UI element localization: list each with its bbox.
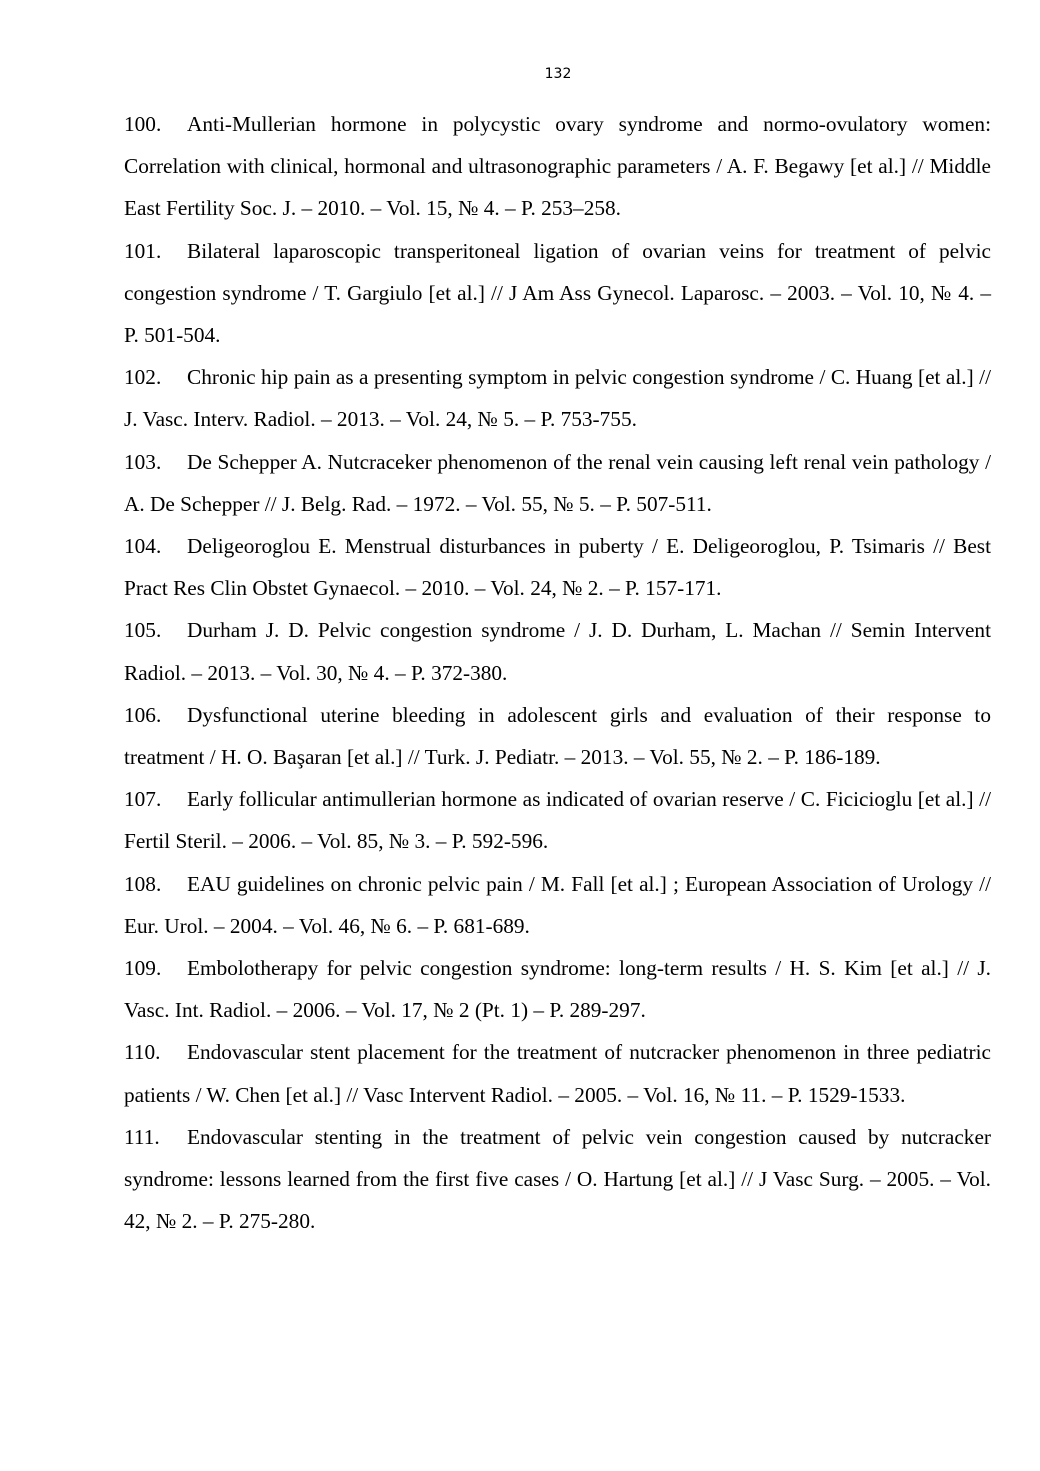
page-number: 132	[544, 66, 572, 82]
reference-number: 110.	[124, 1040, 161, 1065]
reference-text: Chronic hip pain as a presenting symptom in pelvic congestion syndrome / C. Huang [et al.] // J. Vasc. Interv. Radiol. – 2013. – Vol. 24, № 5. – P. 753-755.	[124, 365, 991, 432]
reference-text: Durham J. D. Pelvic congestion syndrome / J. D. Durham, L. Machan // Semin Intervent Radiol. – 2013. – Vol. 30, № 4. – P. 372-380.	[124, 618, 991, 685]
reference-text: Endovascular stenting in the treatment of pelvic vein congestion caused by nutcracker syndrome: lessons learned from the first five cases / O. Hartung [et al.] // J Vasc Surg. – 2005. – Vol. 42, № 2. – P. 275-280.	[124, 1124, 991, 1234]
reference-item	[124, 694, 991, 778]
reference-text: De Schepper A. Nutcraceker phenomenon of the renal vein causing left renal vein pathology / A. De Schepper // J. Belg. Rad. – 1972. – Vol. 55, № 5. – P. 507-511.	[124, 449, 991, 516]
reference-number: 107.	[124, 787, 162, 812]
reference-number: 111.	[124, 1124, 160, 1149]
reference-item	[124, 863, 991, 947]
reference-text: Dysfunctional uterine bleeding in adolescent girls and evaluation of their response to treatment / H. O. Başaran [et al.] // Turk. J. Pediatr. – 2013. – Vol. 55, № 2. – P. 186-189.	[124, 702, 991, 770]
reference-number: 101.	[124, 238, 162, 263]
reference-text: Anti-Mullerian hormone in polycystic ovary syndrome and normo-ovulatory women: Correlation with clinical, hormonal and ultrasonographic parameters / A. F. Begawy [et al.] // Middle East Fertility Soc. J. – 2010. – Vol. 15, № 4. – P. 253–258.	[124, 112, 991, 221]
reference-text: Endovascular stent placement for the treatment of nutcracker phenomenon in three pediatric patients / W. Chen [et al.] // Vasc Intervent Radiol. – 2005. – Vol. 16, № 11. – P. 1529-1533.	[124, 1040, 991, 1107]
reference-number: 106.	[124, 702, 162, 727]
reference-number: 103.	[124, 449, 162, 474]
reference-item	[124, 525, 991, 609]
reference-number: 102.	[124, 365, 162, 390]
reference-text: Embolotherapy for pelvic congestion syndrome: long-term results / H. S. Kim [et al.] // J. Vasc. Int. Radiol. – 2006. – Vol. 17, № 2 (Pt. 1) – P. 289-297.	[124, 956, 991, 1023]
reference-item	[124, 230, 991, 357]
reference-item	[124, 356, 991, 440]
reference-item	[124, 609, 991, 693]
reference-list	[124, 103, 991, 1242]
reference-number: 109.	[124, 956, 162, 981]
reference-item	[124, 1031, 991, 1115]
reference-text: EAU guidelines on chronic pelvic pain / M. Fall [et al.] ; European Association of Urology // Eur. Urol. – 2004. – Vol. 46, № 6. – P. 681-689.	[124, 871, 991, 938]
reference-item	[124, 947, 991, 1031]
reference-text: Early follicular antimullerian hormone as indicated of ovarian reserve / C. Ficicioglu [et al.] // Fertil Steril. – 2006. – Vol. 85, № 3. – P. 592-596.	[124, 787, 991, 854]
reference-text: Deligeoroglou E. Menstrual disturbances in puberty / E. Deligeoroglou, P. Tsimaris // Best Pract Res Clin Obstet Gynaecol. – 2010. – Vol. 24, № 2. – P. 157-171.	[124, 534, 991, 601]
reference-text: Bilateral laparoscopic transperitoneal ligation of ovarian veins for treatment of pelvic congestion syndrome / T. Gargiulo [et al.] // J Am Ass Gynecol. Laparosc. – 2003. – Vol. 10, № 4. – P. 501-504.	[124, 238, 991, 348]
reference-number: 104.	[124, 534, 162, 559]
reference-item	[124, 103, 991, 230]
reference-number: 105.	[124, 618, 162, 643]
reference-item	[124, 778, 991, 862]
reference-number: 100.	[124, 112, 162, 136]
reference-number: 108.	[124, 871, 162, 896]
reference-item	[124, 1116, 991, 1243]
reference-item	[124, 441, 991, 525]
